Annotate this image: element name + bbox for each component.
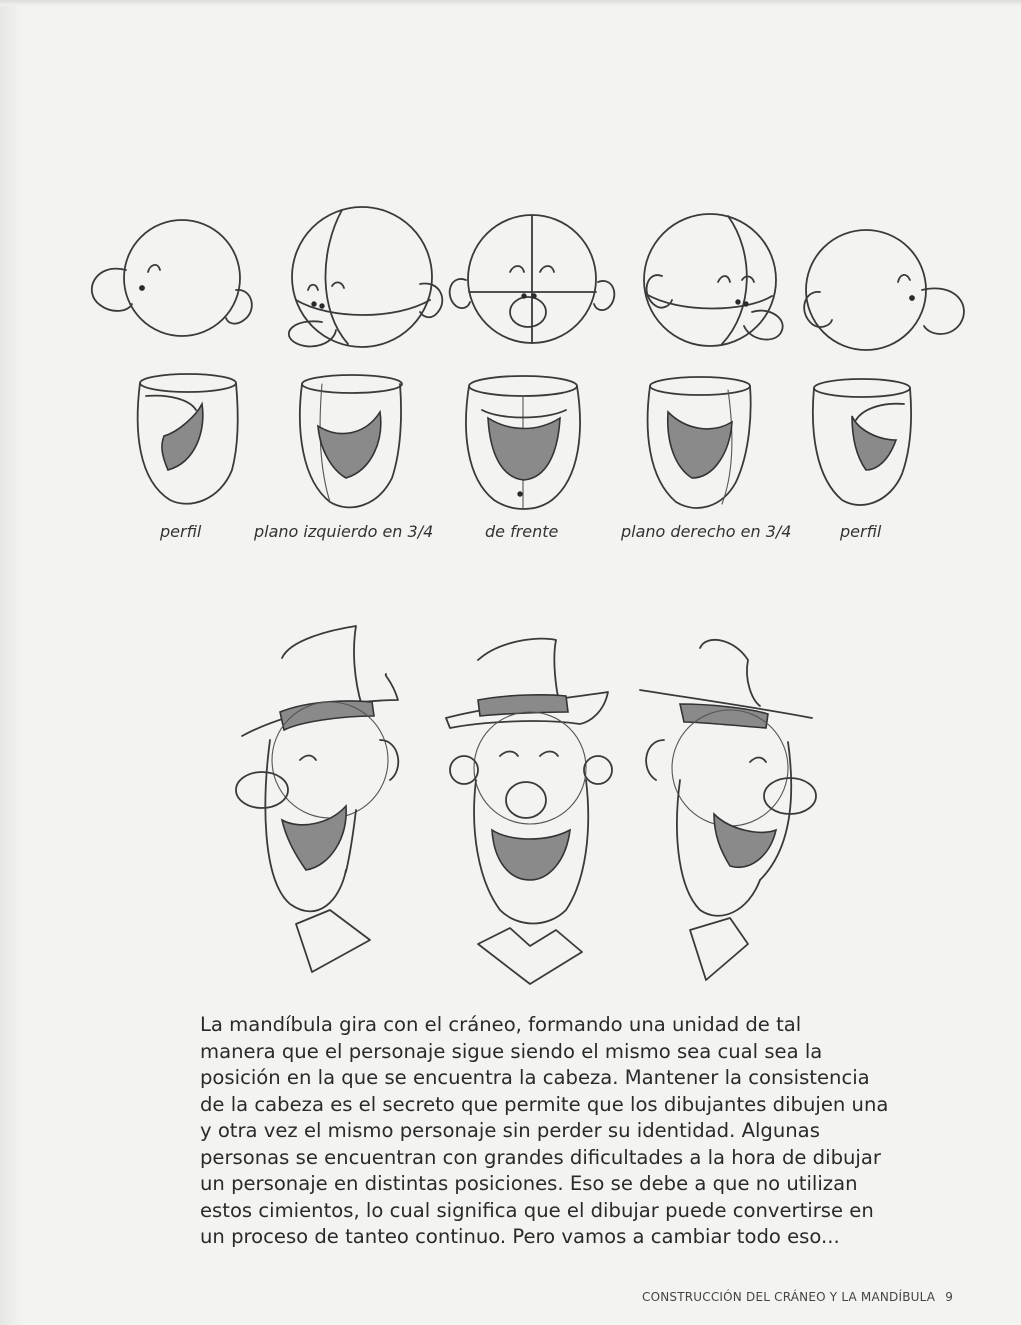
body-line: manera que el personaje sigue siendo el mismo sea cual sea la: [200, 1039, 823, 1063]
body-line: personas se encuentran con grandes dificultades a la hora de dibujar: [200, 1145, 881, 1169]
caption-perfil-right: perfil: [840, 522, 882, 541]
body-line: un proceso de tanteo continuo. Pero vamos a cambiar todo eso...: [200, 1225, 840, 1248]
caption-plano-derecho: plano derecho en 3/4: [621, 522, 792, 541]
body-line: y otra vez el mismo personaje sin perder su identidad. Algunas: [200, 1119, 820, 1142]
body-line: estos cimientos, lo cual significa que el dibujar puede convertirse en: [200, 1198, 874, 1222]
skull-sketch-profile-left: [92, 220, 252, 336]
caption-de-frente: de frente: [485, 522, 559, 541]
jaw-sketch-front: [466, 376, 580, 509]
skull-sketch-three-quarter-left: [289, 207, 442, 347]
body-paragraph: [200, 1012, 900, 1251]
jaw-sketch-three-quarter-left: [300, 375, 402, 507]
body-line: La mandíbula gira con el cráneo, formando una unidad de tal: [200, 1013, 802, 1036]
character-sketch-center: [446, 639, 612, 984]
caption-plano-izquierdo: plano izquierdo en 3/4: [254, 522, 434, 541]
caption-perfil-left: perfil: [160, 522, 202, 541]
jaw-sketch-profile-left: [138, 374, 238, 504]
body-line: de la cabeza es el secreto que permite que los dibujantes dibujen una: [200, 1092, 889, 1116]
character-sketch-left: [236, 626, 398, 972]
jaw-sketch-profile-right: [813, 379, 911, 505]
skull-sketch-profile-right: [804, 230, 964, 350]
skull-sketch-front: [450, 215, 615, 343]
character-sketch-right: [640, 640, 816, 980]
running-footer: [642, 1290, 953, 1304]
jaw-sketch-three-quarter-right: [648, 377, 751, 508]
body-line: posición en la que se encuentra la cabeza. Mantener la consistencia: [200, 1066, 870, 1089]
skull-sketch-three-quarter-right: [644, 214, 783, 346]
body-line: un personaje en distintas posiciones. Eso se debe a que no utilizan: [200, 1172, 858, 1195]
footer-title: CONSTRUCCIÓN DEL CRÁNEO Y LA MANDÍBULA: [642, 1290, 936, 1304]
page-number: 9: [945, 1290, 954, 1304]
